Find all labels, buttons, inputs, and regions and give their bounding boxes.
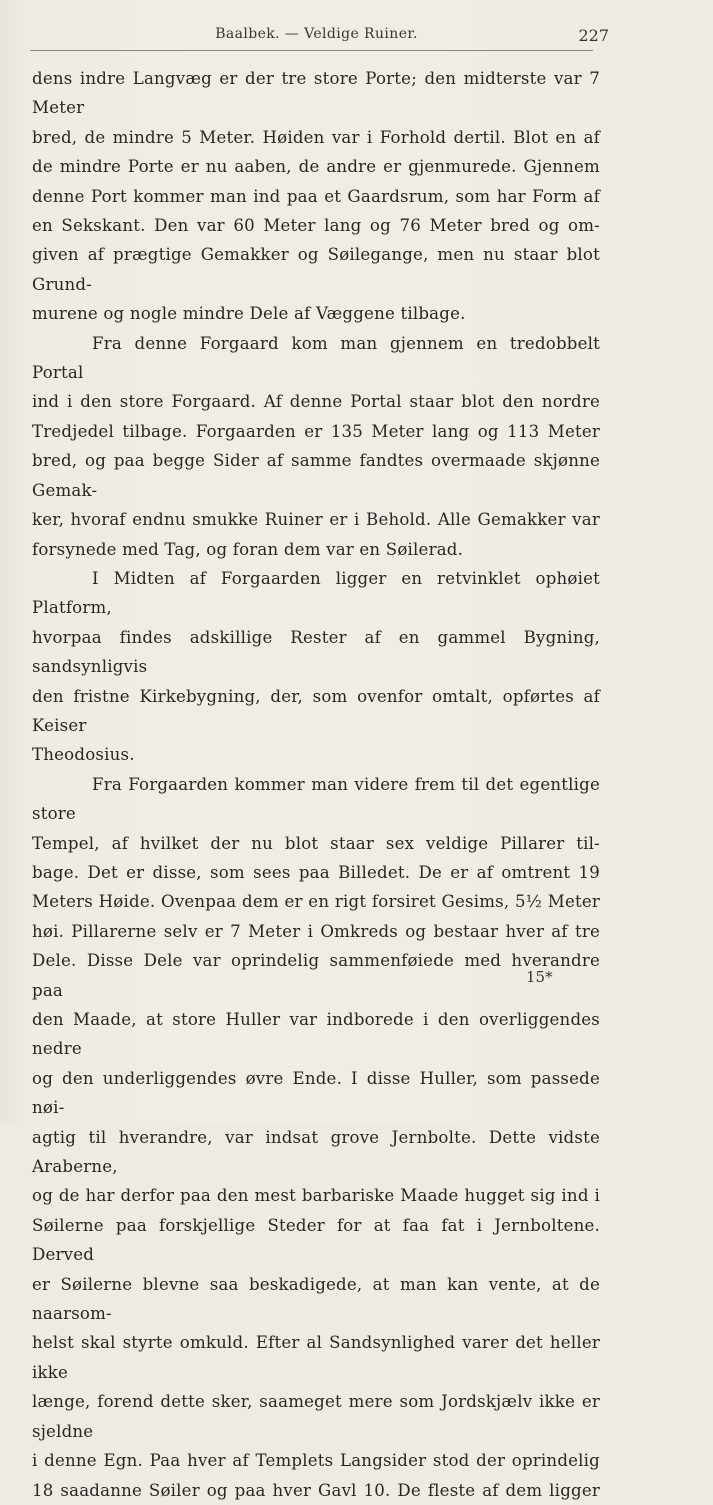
text-line: længe, forend dette sker, saameget mere som Jordskjælv ikke er sjeldne	[32, 1392, 600, 1441]
text-line: høi. Pillarerne selv er 7 Meter i Omkreds og bestaar hver af tre	[32, 921, 600, 941]
text-line: Theodosius.	[32, 745, 135, 765]
header-rule	[30, 50, 593, 51]
text-line: dens indre Langvæg er der tre store Porte; den midterste var 7 Meter	[32, 69, 600, 118]
text-line: og de har derfor paa den mest barbariske Maade hugget sig ind i	[32, 1186, 600, 1206]
text-line: hvorpaa findes adskillige Rester af en gammel Bygning, sandsynligvis	[32, 627, 600, 677]
running-head: Baalbek. — Veldige Ruiner.	[215, 26, 418, 42]
text-line: forsynede med Tag, og foran dem var en Søilerad.	[32, 539, 464, 559]
text-line: og den underliggendes øvre Ende. I disse Huller, som passede nøi-	[32, 1068, 600, 1118]
text-line: de mindre Porte er nu aaben, de andre er gjenmurede. Gjennem	[32, 157, 600, 177]
text-line: er Søilerne blevne saa beskadigede, at man kan vente, at de naarsom-	[32, 1274, 600, 1324]
text-line: Tempel, af hvilket der nu blot staar sex veldige Pillarer til-	[32, 833, 600, 853]
text-line: denne Port kommer man ind paa et Gaardsrum, som har Form af	[32, 186, 600, 206]
text-line: en Sekskant. Den var 60 Meter lang og 76 Meter bred og om-	[32, 216, 600, 236]
text-line: bred, de mindre 5 Meter. Høiden var i Forhold dertil. Blot en af	[32, 127, 600, 147]
page-number: 227	[578, 26, 609, 45]
text-line: ind i den store Forgaard. Af denne Portal staar blot den nordre	[32, 392, 600, 412]
text-line: Dele. Disse Dele var oprindelig sammenføiede med hverandre paa	[32, 951, 600, 1000]
signature-mark: 15*	[526, 968, 553, 986]
text-line: agtig til hverandre, var indsat grove Jernbolte. Dette vidste Araberne,	[32, 1127, 600, 1177]
text-line: Fra denne Forgaard kom man gjennem en tredobbelt Portal	[32, 333, 600, 383]
body-text	[32, 64, 600, 1505]
text-line: helst skal styrte omkuld. Efter al Sandsynlighed varer det heller ikke	[32, 1333, 600, 1382]
text-line: i denne Egn. Paa hver af Templets Langsider stod der oprindelig	[32, 1451, 600, 1471]
text-line: den Maade, at store Huller var indborede i den overliggendes nedre	[32, 1010, 600, 1059]
text-line: ker, hvoraf endnu smukke Ruiner er i Behold. Alle Gemakker var	[32, 510, 600, 530]
text-line: Tredjedel tilbage. Forgaarden er 135 Meter lang og 113 Meter	[32, 421, 600, 441]
text-line: 18 saadanne Søiler og paa hver Gavl 10. De fleste af dem ligger	[32, 1480, 600, 1500]
page-header	[30, 26, 609, 50]
text-line: den fristne Kirkebygning, der, som ovenfor omtalt, opførtes af Keiser	[32, 686, 600, 735]
text-line: bred, og paa begge Sider af samme fandtes overmaade skjønne Gemak-	[32, 451, 600, 500]
text-line: Fra Forgaarden kommer man videre frem til det egentlige store	[32, 774, 600, 824]
text-line: murene og nogle mindre Dele af Væggene tilbage.	[32, 304, 466, 324]
text-line: I Midten af Forgaarden ligger en retvinklet ophøiet Platform,	[32, 568, 600, 618]
text-line: given af prægtige Gemakker og Søilegange, men nu staar blot Grund-	[32, 245, 600, 294]
text-line: bage. Det er disse, som sees paa Billedet. De er af omtrent 19	[32, 862, 600, 882]
text-line: Meters Høide. Ovenpaa dem er en rigt forsiret Gesims, 5½ Meter	[32, 892, 600, 912]
text-line: Søilerne paa forskjellige Steder for at faa fat i Jernboltene. Derved	[32, 1215, 600, 1265]
